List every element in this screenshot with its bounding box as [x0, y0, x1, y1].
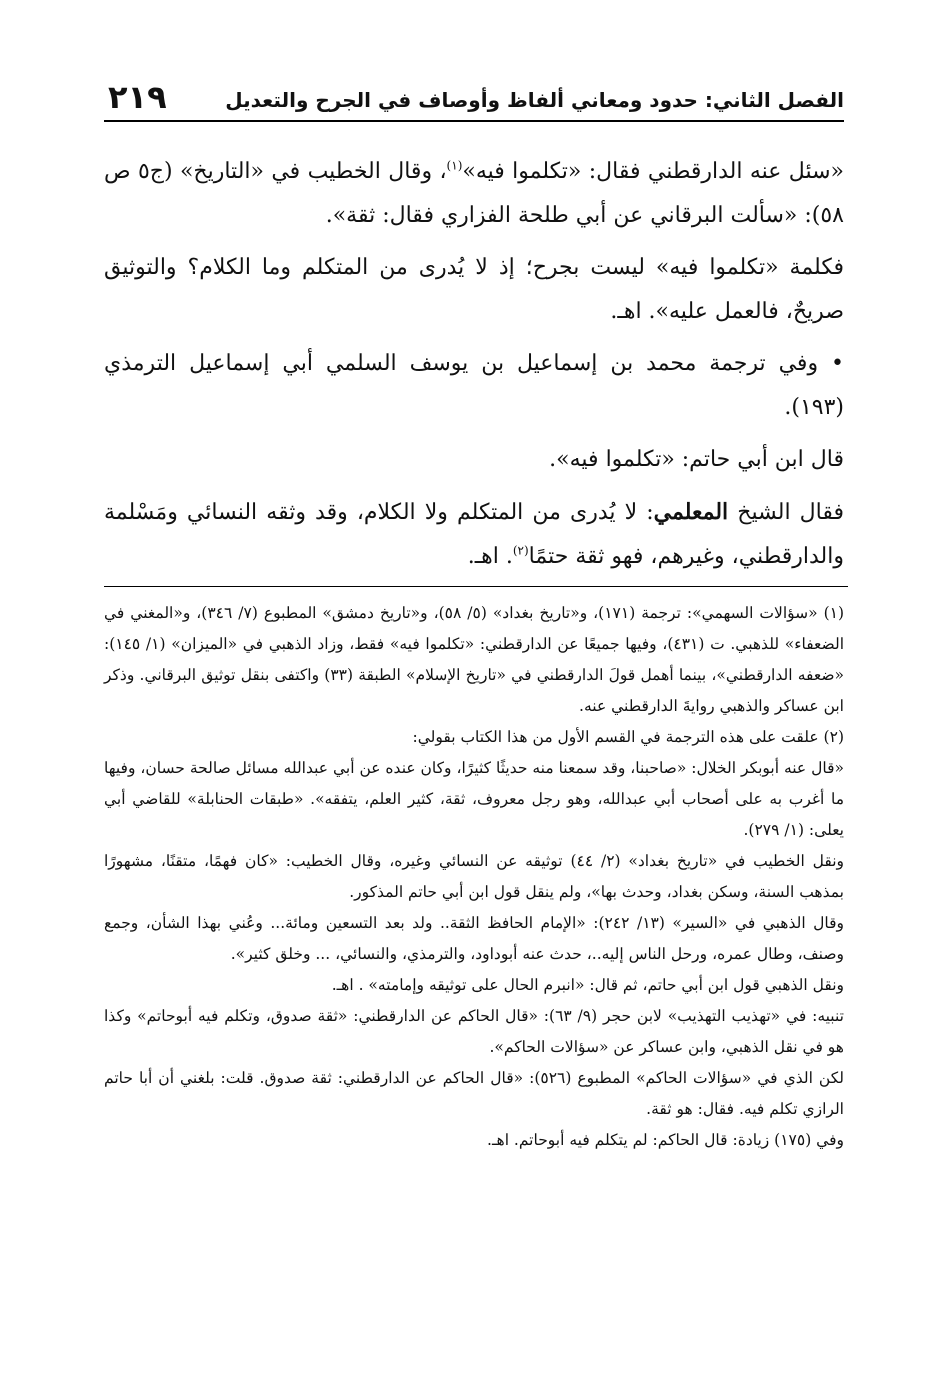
paragraph	[104, 150, 844, 238]
text-run: : لا يُدرى من المتكلم ولا الكلام، وقد وثقه النسائي ومَسْلمة والدارقطني، وغيرهم، فهو ثقة حتمًا	[104, 500, 844, 569]
footnote-paragraph: ونقل الخطيب في «تاريخ بغداد» (٢/ ٤٤) توثيقه عن النسائي وغيره، وقال الخطيب: «كان فهمًا، متقنًا، مشهورًا بمذهب السنة، وسكن بغداد، وحدث بها»، ولم ينقل قول ابن أبي حاتم المذكور.	[104, 852, 844, 901]
page-header	[104, 76, 844, 122]
text-run: ، وقال الخطيب في «التاريخ» (ج٥ ص ٥٨): «سألت البرقاني عن أبي طلحة الفزاري فقال: ثقة».	[104, 159, 844, 228]
bold-name: المعلمي	[653, 499, 729, 525]
footnotes	[104, 598, 844, 1156]
footnote-paragraph: وقال الذهبي في «السير» (١٣/ ٢٤٢): «الإمام الحافظ الثقة.. ولد بعد التسعين ومائة... وعُني بهذا الشأن، وجمع وصنف، وطال عمره، ورحل الناس إليه..، حدث عنه أبوداود، والترمذي، والنسائي، ... وخلق كثير».	[104, 914, 844, 963]
text-run: فقال الشيخ	[728, 500, 844, 525]
running-title: الفصل الثاني: حدود ومعاني ألفاظ وأوصاف في الجرح والتعديل	[225, 88, 844, 112]
paragraph	[104, 490, 844, 579]
paragraph: فكلمة «تكلموا فيه» ليست بجرح؛ إذ لا يُدرى من المتكلم وما الكلام؟ والتوثيق صريحٌ، فالعمل عليه». اهـ.	[104, 255, 844, 324]
footnote-paragraph: تنبيه: في «تهذيب التهذيب» لابن حجر (٩/ ٦٣): «قال الحاكم عن الدارقطني: «ثقة صدوق، وتكلم فيه أبوحاتم» وكذا هو في نقل الذهبي، وابن عساكر عن «سؤالات الحاكم».	[104, 1007, 844, 1056]
footnote-ref: (١)	[446, 158, 463, 173]
footnote-separator	[104, 586, 848, 587]
text-run: . اهـ.	[467, 544, 513, 569]
main-text	[104, 150, 844, 587]
paragraph: قال ابن أبي حاتم: «تكلموا فيه».	[549, 447, 844, 472]
footnote-1: (١) «سؤالات السهمي»: ترجمة (١٧١)، و«تاريخ بغداد» (٥/ ٥٨)، و«تاريخ دمشق» المطبوع (٧/ ٣٤٦)، و«المغني في الضعفاء» للذهبي. ت (٤٣١)، وفيها جميعًا عن الدارقطني: «تكلموا فيه» فقط، وزاد الذهبي في «الميزان» (١/ ١٤٥): «ضعفه الدارقطني»، بينما أهمل قولَ الدارقطني في «تاريخ الإسلام» الطبقة (٣٣) واكتفى بنقل توثيق البرقاني. وذكر ابن عساكر والذهبي روايةَ الدارقطني عنه.	[104, 604, 845, 715]
page-number: ٢١٩	[108, 78, 167, 116]
footnote-paragraph: ونقل الذهبي قول ابن أبي حاتم، ثم قال: «انبرم الحال على توثيقه وإمامته» . اهـ.	[331, 976, 844, 994]
footnote-paragraph: «قال عنه أبوبكر الخلال: «صاحبنا، وقد سمعنا منه حديثًا كثيرًا، وكان عنده عن أبي عبدالله مسائل صالحة حسان، وفيها ما أغرب به على أصحاب أبي عبدالله، وهو رجل معروف، ثقة، كثير العلم، يتفقه». «طبقات الحنابلة» للقاضي أبي يعلى: (١/ ٢٧٩).	[104, 759, 844, 839]
footnote-paragraph: لكن الذي في «سؤالات الحاكم» المطبوع (٥٢٦): «قال الحاكم عن الدارقطني: ثقة صدوق. قلت: بلغني أن أبا حاتم الرازي تكلم فيه. فقال: هو ثقة.	[104, 1069, 844, 1118]
footnote-2: (٢) علقت على هذه الترجمة في القسم الأول من هذا الكتاب بقولي:	[412, 728, 844, 746]
footnote-ref: (٢)	[512, 543, 529, 558]
bullet-paragraph: • وفي ترجمة محمد بن إسماعيل بن يوسف السلمي أبي إسماعيل الترمذي (١٩٣).	[104, 342, 844, 430]
text-run: «سئل عنه الدارقطني فقال: «تكلموا فيه»	[462, 159, 844, 184]
footnote-paragraph: وفي (١٧٥) زيادة: قال الحاكم: لم يتكلم فيه أبوحاتم. اهـ.	[487, 1131, 844, 1149]
